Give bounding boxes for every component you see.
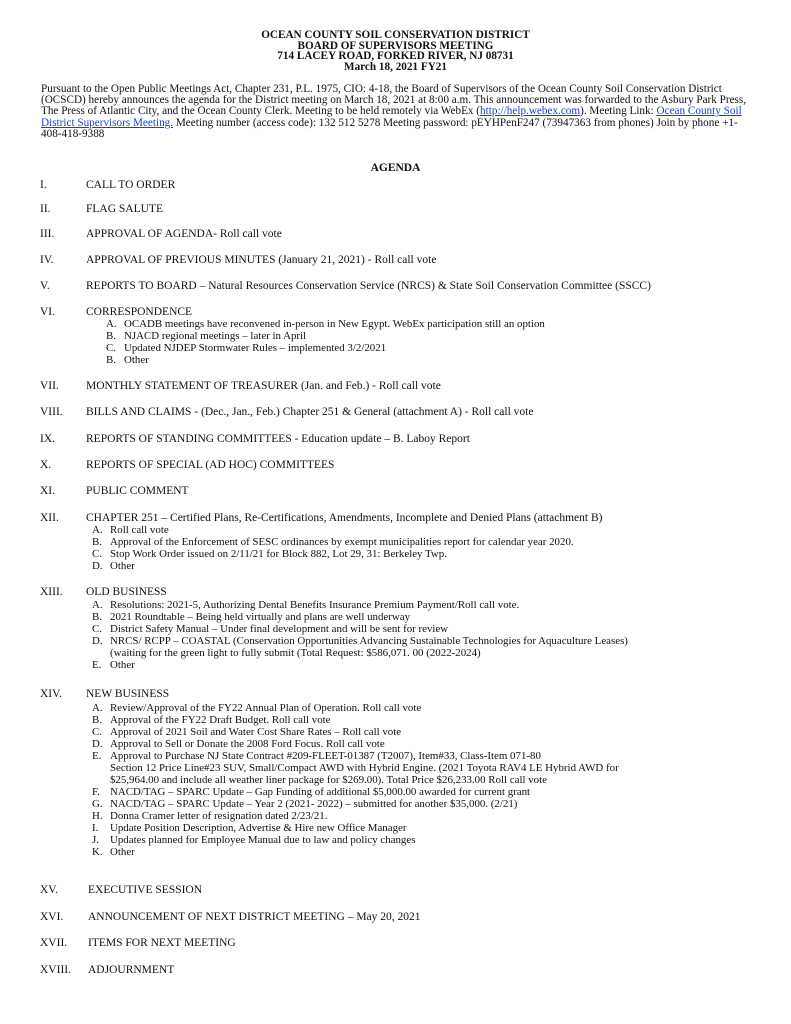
agenda-item bbox=[40, 380, 441, 392]
sub-item-letter: B. bbox=[106, 330, 116, 342]
item-text: BILLS AND CLAIMS - (Dec., Jan., Feb.) Chapter 251 & General (attachment A) - Roll call vote bbox=[86, 406, 534, 418]
sub-item-text: Update Position Description, Advertise & Hire new Office Manager bbox=[110, 822, 407, 834]
agenda-item bbox=[40, 884, 202, 896]
sub-item-letter: A. bbox=[92, 702, 103, 714]
agenda-title: AGENDA bbox=[370, 162, 421, 174]
agenda-item bbox=[40, 911, 421, 923]
item-text: PUBLIC COMMENT bbox=[86, 485, 189, 497]
sub-item bbox=[92, 703, 421, 714]
item-text: CHAPTER 251 – Certified Plans, Re-Certifications, Amendments, Incomplete and Denied Plans (attachment B) bbox=[86, 512, 603, 524]
intro-paragraph bbox=[41, 84, 756, 140]
sub-item-letter: H. bbox=[92, 810, 103, 822]
sub-item bbox=[92, 787, 530, 798]
sub-item-letter: C. bbox=[92, 726, 102, 738]
sub-item bbox=[92, 636, 628, 647]
item-number: V. bbox=[40, 280, 50, 292]
sub-item-letter: C. bbox=[92, 548, 102, 560]
sub-item-text: Other bbox=[110, 846, 135, 858]
sub-item-text: Approval of the Enforcement of SESC ordinances by exempt municipalities report for calendar year 2020. bbox=[110, 536, 574, 548]
item-text: ITEMS FOR NEXT MEETING bbox=[88, 937, 236, 949]
sub-item bbox=[92, 537, 574, 548]
item-number: IV. bbox=[40, 254, 54, 266]
agenda-item bbox=[40, 228, 282, 240]
agenda-item bbox=[40, 254, 436, 266]
sub-item-letter: B. bbox=[92, 714, 102, 726]
item-number: VII. bbox=[40, 380, 59, 392]
sub-item bbox=[106, 355, 149, 366]
agenda-item bbox=[40, 280, 651, 292]
item-text: OLD BUSINESS bbox=[86, 586, 167, 598]
sub-item-text: OCADB meetings have reconvened in-person in New Egypt. WebEx participation still an option bbox=[124, 318, 545, 330]
meeting-link[interactable]: Ocean County Soil District Supervisors Meeting. bbox=[41, 105, 742, 129]
sub-item-letter: B. bbox=[92, 611, 102, 623]
agenda-item bbox=[40, 512, 602, 524]
agenda-item bbox=[40, 433, 470, 445]
item-number: III. bbox=[40, 228, 55, 240]
sub-item-text: Donna Cramer letter of resignation dated 2/23/21. bbox=[110, 810, 328, 822]
agenda-item bbox=[40, 203, 163, 215]
item-number: XVII. bbox=[40, 937, 68, 949]
item-number: VI. bbox=[40, 306, 56, 318]
item-number: II. bbox=[40, 203, 51, 215]
item-text: MONTHLY STATEMENT OF TREASURER (Jan. and Feb.) - Roll call vote bbox=[86, 380, 441, 392]
sub-item-letter: A. bbox=[92, 524, 103, 536]
item-text: ANNOUNCEMENT OF NEXT DISTRICT MEETING – May 20, 2021 bbox=[88, 911, 421, 923]
agenda-item bbox=[40, 179, 175, 191]
sub-item-text: Approval of the FY22 Draft Budget. Roll call vote bbox=[110, 714, 331, 726]
item-text: EXECUTIVE SESSION bbox=[88, 884, 203, 896]
sub-item-letter: E. bbox=[92, 659, 102, 671]
webex-help-link[interactable]: http://help.webex.com bbox=[480, 105, 581, 118]
sub-item-text: Roll call vote bbox=[110, 524, 169, 536]
sub-item bbox=[92, 811, 327, 822]
intro-text-2: ). Meeting Link: bbox=[580, 105, 657, 118]
sub-item bbox=[92, 799, 517, 810]
agenda-item bbox=[40, 937, 236, 949]
sub-item bbox=[106, 331, 306, 342]
sub-item-text: Other bbox=[124, 354, 149, 366]
item-text: NEW BUSINESS bbox=[86, 688, 170, 700]
item-number: X. bbox=[40, 459, 52, 471]
item-text: CORRESPONDENCE bbox=[86, 306, 193, 318]
item-number: XIII. bbox=[40, 586, 63, 598]
sub-item bbox=[92, 525, 169, 536]
sub-item-letter: A. bbox=[92, 599, 103, 611]
sub-item-continuation bbox=[92, 775, 547, 786]
header-line-1: OCEAN COUNTY SOIL CONSERVATION DISTRICT bbox=[261, 29, 530, 41]
sub-item-text: NACD/TAG – SPARC Update – Year 2 (2021- 2022) – submitted for another $35,000. (2/21) bbox=[110, 798, 518, 810]
sub-item-text: Approval to Sell or Donate the 2008 Ford Focus. Roll call vote bbox=[110, 738, 385, 750]
sub-item-letter: J. bbox=[92, 834, 99, 846]
sub-item-letter: D. bbox=[92, 738, 103, 750]
item-text: APPROVAL OF AGENDA- Roll call vote bbox=[86, 228, 282, 240]
document-header bbox=[0, 30, 791, 72]
sub-item bbox=[92, 561, 135, 572]
header-line-4: March 18, 2021 FY21 bbox=[344, 60, 447, 73]
intro-text-3: Meeting number (access code): 132 512 5278 Meeting password: pEYHPenF247 (73947363 from phones) Join by phone +1-408-418-9388 bbox=[41, 116, 738, 140]
sub-item-text: Section 12 Price Line#23 SUV, Small/Compact AWD with Hybrid Engine. (2021 Toyota RAV4 LE Hybrid AWD for bbox=[110, 762, 619, 774]
sub-item bbox=[92, 612, 410, 623]
sub-item bbox=[92, 549, 447, 560]
item-number: XVI. bbox=[40, 911, 64, 923]
agenda-item bbox=[40, 406, 533, 418]
item-text: REPORTS OF STANDING COMMITTEES - Education update – B. Laboy Report bbox=[86, 433, 470, 445]
agenda-item bbox=[40, 586, 167, 598]
sub-item-letter: G. bbox=[92, 798, 103, 810]
agenda-item bbox=[40, 306, 192, 318]
sub-item-text: 2021 Roundtable – Being held virtually and plans are well underway bbox=[110, 611, 411, 623]
sub-item-text: Approval of 2021 Soil and Water Cost Share Rates – Roll call vote bbox=[110, 726, 402, 738]
agenda-item bbox=[40, 485, 189, 497]
sub-item bbox=[92, 624, 448, 635]
sub-item bbox=[92, 751, 541, 762]
item-text: REPORTS OF SPECIAL (AD HOC) COMMITTEES bbox=[86, 459, 335, 471]
sub-item bbox=[106, 343, 386, 354]
sub-item bbox=[92, 600, 519, 611]
sub-item-letter: E. bbox=[92, 750, 102, 762]
sub-item-text: Approval to Purchase NJ State Contract #209-FLEET-01387 (T2007), Item#33, Class-Item 071-80 bbox=[110, 750, 541, 762]
agenda-item bbox=[40, 964, 174, 976]
item-number: XI. bbox=[40, 485, 56, 497]
sub-item-text: Updated NJDEP Stormwater Rules – implemented 3/2/2021 bbox=[124, 342, 387, 354]
sub-item-letter: K. bbox=[92, 846, 103, 858]
sub-item-letter: B. bbox=[92, 536, 102, 548]
sub-item bbox=[92, 823, 407, 834]
sub-item bbox=[92, 660, 135, 671]
item-text: REPORTS TO BOARD – Natural Resources Conservation Service (NRCS) & State Soil Conservation Committee (SSCC) bbox=[86, 280, 651, 292]
sub-item-continuation bbox=[92, 648, 481, 659]
sub-item-letter: A. bbox=[106, 318, 117, 330]
sub-item-text: Resolutions: 2021-5, Authorizing Dental Benefits Insurance Premium Payment/Roll call vote. bbox=[110, 599, 520, 611]
sub-item-text: Stop Work Order issued on 2/11/21 for Block 882, Lot 29, 31: Berkeley Twp. bbox=[110, 548, 447, 560]
item-number: VIII. bbox=[40, 406, 63, 418]
intro-text-1: Pursuant to the Open Public Meetings Act, Chapter 231, P.L. 1975, CIO: 4-18, the Board of Supervisors of the Ocean County Soil Conservation District (OCSCD) hereby announces the agenda for the District meeting on March 18, 2021 at 8:00 a.m. This announcement was forwarded to the Asbury Park Press, The Press of Atlantic City, and the Ocean County Clerk. Meeting to be held remotely via WebEx ( bbox=[41, 83, 747, 118]
agenda-item bbox=[40, 688, 169, 700]
item-number: XVIII. bbox=[40, 964, 71, 976]
sub-item-letter: D. bbox=[92, 635, 103, 647]
header-line-2: BOARD OF SUPERVISORS MEETING bbox=[297, 39, 494, 52]
item-number: IX. bbox=[40, 433, 56, 445]
sub-item bbox=[92, 715, 331, 726]
sub-item-letter: F. bbox=[92, 786, 100, 798]
header-line-3: 714 LACEY ROAD, FORKED RIVER, NJ 08731 bbox=[277, 50, 514, 62]
sub-item-continuation bbox=[92, 763, 619, 774]
item-text: ADJOURNMENT bbox=[88, 964, 175, 976]
sub-item bbox=[92, 847, 135, 858]
agenda-item bbox=[40, 459, 334, 471]
item-text: APPROVAL OF PREVIOUS MINUTES (January 21, 2021) - Roll call vote bbox=[86, 254, 437, 266]
sub-item-text: NJACD regional meetings – later in April bbox=[124, 330, 307, 342]
sub-item-text: Review/Approval of the FY22 Annual Plan of Operation. Roll call vote bbox=[110, 702, 422, 714]
sub-item bbox=[92, 739, 385, 750]
sub-item bbox=[106, 319, 545, 330]
item-number: XV. bbox=[40, 884, 59, 896]
item-number: I. bbox=[40, 179, 47, 191]
sub-item-text: District Safety Manual – Under final development and will be sent for review bbox=[110, 623, 449, 635]
sub-item-text: (waiting for the green light to fully submit (Total Request: $586,071. 00 (2022-2024) bbox=[110, 647, 481, 659]
item-number: XIV. bbox=[40, 688, 62, 700]
sub-item-letter: B. bbox=[106, 354, 116, 366]
sub-item-letter: I. bbox=[92, 822, 99, 834]
item-text: FLAG SALUTE bbox=[86, 203, 163, 215]
sub-item-text: Updates planned for Employee Manual due to law and policy changes bbox=[110, 834, 416, 846]
sub-item bbox=[92, 835, 415, 846]
sub-item-text: NRCS/ RCPP – COASTAL (Conservation Opportunities Advancing Sustainable Technologies for Aquaculture Leases) bbox=[110, 635, 628, 647]
sub-item bbox=[92, 727, 401, 738]
item-number: XII. bbox=[40, 512, 59, 524]
sub-item-letter: D. bbox=[92, 560, 103, 572]
sub-item-text: Other bbox=[110, 659, 135, 671]
sub-item-text: $25,964.00 and include all weather liner package for $269.00). Total Price $26,233.00 Roll call vote bbox=[110, 774, 547, 786]
item-text: CALL TO ORDER bbox=[86, 179, 176, 191]
sub-item-letter: C. bbox=[106, 342, 116, 354]
sub-item-text: NACD/TAG – SPARC Update – Gap Funding of additional $5,000.00 awarded for current grant bbox=[110, 786, 531, 798]
sub-item-text: Other bbox=[110, 560, 135, 572]
sub-item-letter: C. bbox=[92, 623, 102, 635]
